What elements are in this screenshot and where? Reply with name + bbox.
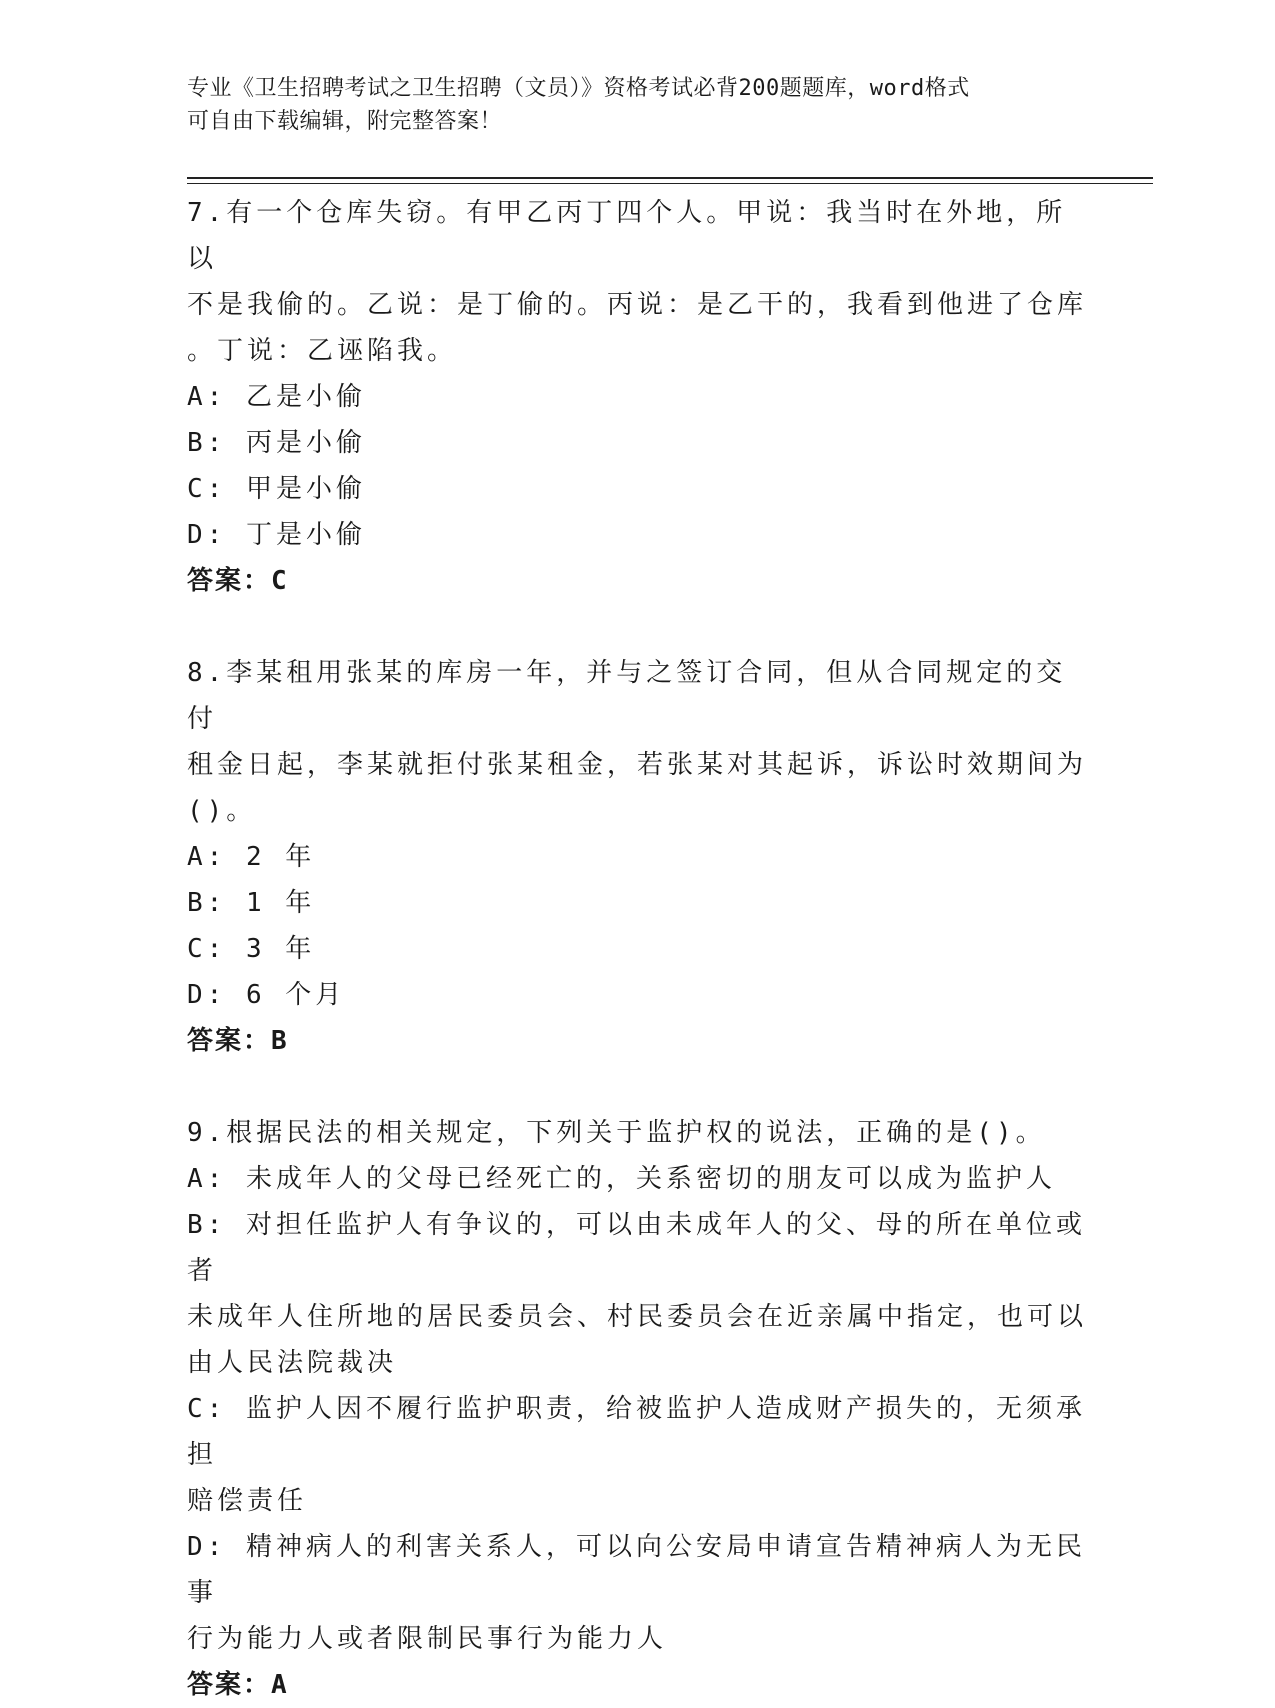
option-c: C: 监护人因不履行监护职责，给被监护人造成财产损失的，无须承担 xyxy=(187,1394,1086,1470)
question-stem-line: 9.根据民法的相关规定，下列关于监护权的说法，正确的是()。 xyxy=(187,1118,1046,1148)
option-d: D: 精神病人的利害关系人，可以向公安局申请宣告精神病人为无民事 xyxy=(187,1532,1086,1608)
option-a: A: 乙是小偷 xyxy=(187,382,366,412)
answer-line: 答案：A xyxy=(187,1670,289,1700)
question-8 xyxy=(187,650,1087,1064)
option-b: B: 丙是小偷 xyxy=(187,428,366,458)
header-rule-thick xyxy=(187,177,1153,179)
option-d-continued: 行为能力人或者限制民事行为能力人 xyxy=(187,1624,668,1654)
question-stem-line: 不是我偷的。乙说：是丁偷的。丙说：是乙干的，我看到他进了仓库 xyxy=(187,290,1088,320)
question-stem-line: 。丁说：乙诬陷我。 xyxy=(187,336,458,366)
option-b-continued: 由人民法院裁决 xyxy=(187,1348,398,1378)
question-9 xyxy=(187,1110,1087,1708)
answer-line: 答案：B xyxy=(187,1026,289,1056)
option-b: B: 1 年 xyxy=(187,888,316,918)
header-line-2: 可自由下载编辑，附完整答案！ xyxy=(187,109,503,134)
question-stem-line: 8.李某租用张某的库房一年，并与之签订合同，但从合同规定的交付 xyxy=(187,658,1067,734)
option-c: C: 3 年 xyxy=(187,934,316,964)
option-b-continued: 未成年人住所地的居民委员会、村民委员会在近亲属中指定，也可以 xyxy=(187,1302,1088,1332)
header-line-1: 专业《卫生招聘考试之卫生招聘（文员）》资格考试必背200题题库，word格式 xyxy=(187,76,970,101)
question-stem-line: ()。 xyxy=(187,796,257,826)
option-a: A: 2 年 xyxy=(187,842,316,872)
question-list xyxy=(187,190,1087,1708)
option-d: D: 丁是小偷 xyxy=(187,520,366,550)
option-a: A: 未成年人的父母已经死亡的，关系密切的朋友可以成为监护人 xyxy=(187,1164,1056,1194)
answer-line: 答案：C xyxy=(187,566,289,596)
option-c-continued: 赔偿责任 xyxy=(187,1486,308,1516)
question-stem-line: 租金日起，李某就拒付张某租金，若张某对其起诉，诉讼时效期间为 xyxy=(187,750,1088,780)
option-b: B: 对担任监护人有争议的，可以由未成年人的父、母的所在单位或者 xyxy=(187,1210,1086,1286)
question-stem-line: 7.有一个仓库失窃。有甲乙丙丁四个人。甲说：我当时在外地，所以 xyxy=(187,198,1067,274)
option-c: C: 甲是小偷 xyxy=(187,474,366,504)
document-header xyxy=(187,72,1087,138)
question-spacer xyxy=(187,604,1087,650)
question-spacer xyxy=(187,1064,1087,1110)
option-d: D: 6 个月 xyxy=(187,980,346,1010)
header-rule-thin xyxy=(187,183,1153,184)
question-7 xyxy=(187,190,1087,604)
